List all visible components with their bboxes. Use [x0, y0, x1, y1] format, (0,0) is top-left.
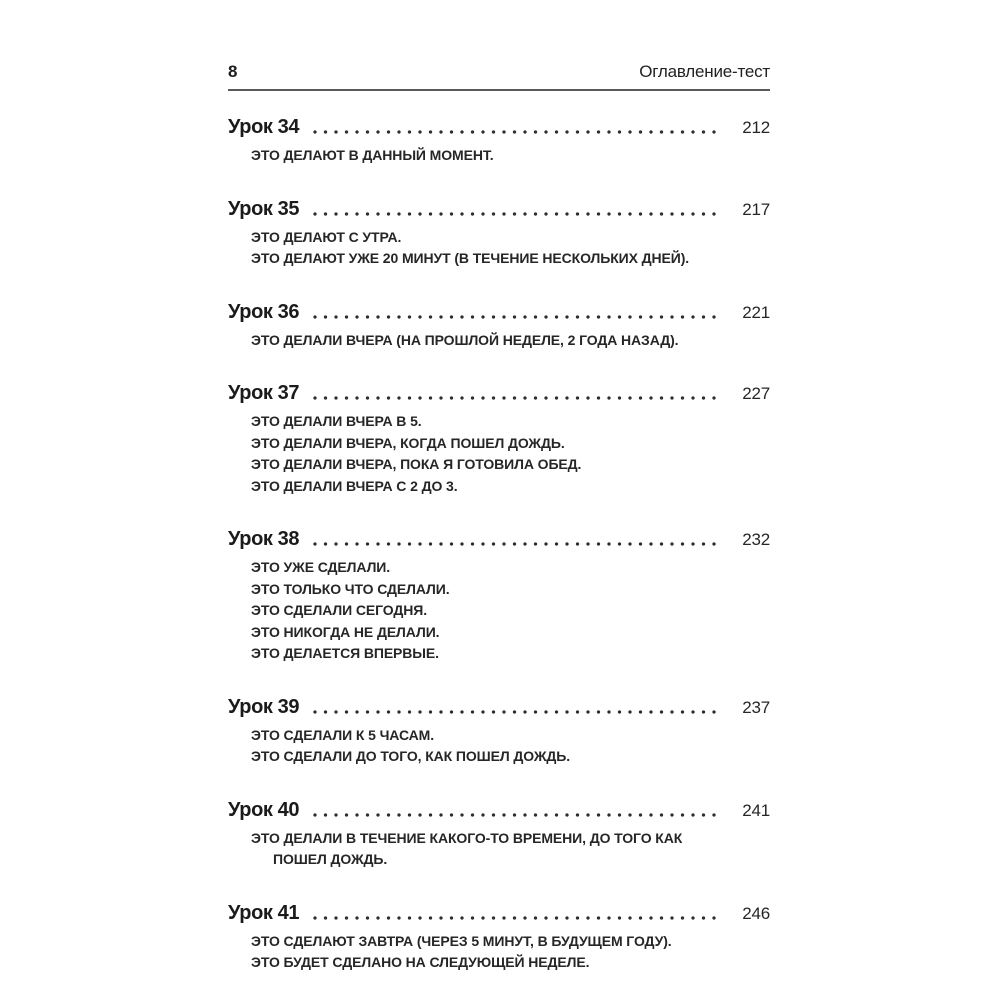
toc-entry-items [228, 145, 770, 167]
toc-entry-title: Урок 39 [228, 695, 300, 718]
running-header [228, 62, 770, 91]
toc-entry-item: ЭТО ДЕЛАЕТСЯ ВПЕРВЫЕ. [251, 645, 439, 661]
toc-entry-item: ЭТО ДЕЛАЛИ ВЧЕРА В 5. [251, 413, 422, 429]
toc-entry-items [228, 931, 770, 974]
toc-entry-item: ЭТО СДЕЛАЛИ СЕГОДНЯ. [251, 602, 428, 618]
dot-leader [313, 916, 722, 920]
toc-entry-item: ЭТО СДЕЛАЛИ К 5 ЧАСАМ. [251, 726, 434, 743]
toc-entry-title: Урок 34 [228, 116, 300, 138]
toc-entry-item: ЭТО ДЕЛАЛИ ВЧЕРА С 2 ДО 3. [251, 477, 458, 494]
toc-entry-title: Урок 41 [228, 901, 300, 924]
toc-entry-page: 227 [742, 384, 770, 403]
dot-leader [313, 813, 722, 817]
dot-leader [313, 542, 722, 546]
header-title: Оглавление-тест [639, 62, 770, 81]
toc-entry-heading [228, 694, 770, 721]
toc-entry-page: 237 [742, 697, 770, 717]
toc-entry [228, 797, 770, 871]
toc-entry-item: ЭТО НИКОГДА НЕ ДЕЛАЛИ. [251, 623, 440, 640]
dot-leader [313, 396, 722, 400]
toc-entry-heading [228, 380, 770, 407]
toc-entry-page: 221 [742, 302, 770, 322]
toc-entry-items [228, 330, 770, 352]
toc-entry-items [228, 227, 770, 270]
toc-entry-item: ЭТО ДЕЛАЛИ ВЧЕРА, ПОКА Я ГОТОВИЛА ОБЕД. [251, 456, 582, 472]
toc-entry-item: ЭТО ДЕЛАЛИ ВЧЕРА, КОГДА ПОШЕЛ ДОЖДЬ. [251, 434, 565, 451]
toc-entry-page: 246 [742, 903, 770, 923]
toc-entry-item: ЭТО СДЕЛАЮТ ЗАВТРА (ЧЕРЕЗ 5 МИНУТ, В БУДУЩЕМ ГОДУ). [251, 932, 672, 949]
toc-entry-heading [228, 526, 770, 553]
page-number: 8 [228, 62, 238, 81]
toc-content [228, 62, 770, 974]
toc-entry-item: ЭТО ДЕЛАЮТ УЖЕ 20 МИНУТ (В ТЕЧЕНИЕ НЕСКОЛЬКИХ ДНЕЙ). [251, 250, 690, 266]
toc-entry-item: ЭТО СДЕЛАЛИ ДО ТОГО, КАК ПОШЕЛ ДОЖДЬ. [251, 748, 571, 764]
toc-entry [228, 196, 770, 270]
dot-leader [313, 212, 722, 216]
toc-entry-heading [228, 114, 770, 141]
toc-entry-item: ЭТО УЖЕ СДЕЛАЛИ. [251, 559, 391, 575]
toc-entry-heading [228, 797, 770, 824]
toc-entry-item: ЭТО ДЕЛАЛИ В ТЕЧЕНИЕ КАКОГО-ТО ВРЕМЕНИ, ДО ТОГО КАК ПОШЕЛ ДОЖДЬ. [251, 829, 683, 867]
toc-entry-page: 232 [742, 530, 770, 549]
toc-entry-item: ЭТО ДЕЛАЮТ В ДАННЫЙ МОМЕНТ. [251, 147, 494, 163]
toc-entry [228, 114, 770, 167]
toc-entry-title: Урок 35 [228, 197, 300, 220]
toc-entry [228, 526, 770, 665]
toc-entry-items [228, 557, 770, 665]
toc-entry-items [228, 828, 770, 871]
dot-leader [313, 130, 722, 134]
toc-entry-page: 217 [742, 199, 770, 219]
toc-entry-item: ЭТО ДЕЛАЛИ ВЧЕРА (НА ПРОШЛОЙ НЕДЕЛЕ, 2 ГОДА НАЗАД). [251, 331, 679, 348]
toc-entry-heading [228, 196, 770, 223]
toc-entry-heading [228, 900, 770, 927]
toc-entry [228, 900, 770, 974]
toc-entry-item: ЭТО ДЕЛАЮТ С УТРА. [251, 228, 402, 245]
toc-entry-title: Урок 38 [228, 528, 300, 550]
toc-entry-item: ЭТО ТОЛЬКО ЧТО СДЕЛАЛИ. [251, 580, 450, 597]
toc-entry-items [228, 411, 770, 497]
toc-entry-items [228, 725, 770, 768]
toc-entry-heading [228, 299, 770, 326]
toc-entry [228, 380, 770, 497]
toc-entry-title: Урок 36 [228, 300, 300, 323]
dot-leader [313, 315, 722, 319]
toc-entry-title: Урок 37 [228, 382, 300, 404]
toc-entry-title: Урок 40 [228, 798, 300, 821]
toc-entry-page: 241 [742, 800, 770, 820]
dot-leader [313, 710, 722, 714]
toc-entry-page: 212 [742, 118, 770, 137]
toc-entry [228, 694, 770, 768]
toc-entry-item: ЭТО БУДЕТ СДЕЛАНО НА СЛЕДУЮЩЕЙ НЕДЕЛЕ. [251, 954, 590, 970]
toc-entry [228, 299, 770, 352]
